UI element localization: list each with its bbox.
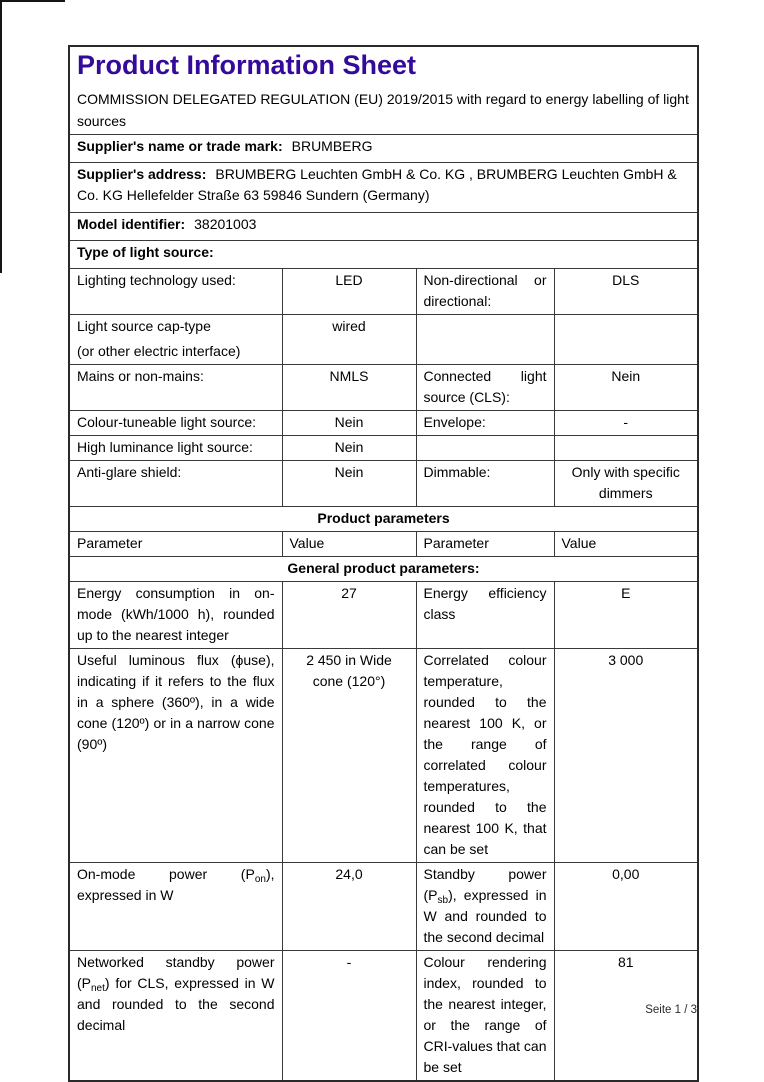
supplier-address-value: BRUMBERG Leuchten GmbH & Co. KG , BRUMBERG Leuchten GmbH & Co. KG Hellefelder Straße 63 59846 Sundern (Germany) bbox=[77, 166, 677, 203]
param-label bbox=[416, 863, 554, 951]
param-label bbox=[416, 436, 554, 461]
param-value: Nein bbox=[282, 436, 416, 461]
column-header: Parameter bbox=[69, 532, 282, 557]
model-identifier-row bbox=[69, 213, 698, 241]
label-text: ), expressed in W and rounded to the second decimal bbox=[423, 887, 547, 945]
param-value: E bbox=[554, 582, 698, 649]
cap-type-row bbox=[69, 315, 698, 365]
label-text: On-mode power (P bbox=[77, 866, 255, 882]
lighting-technology-row bbox=[69, 269, 698, 315]
param-label: Useful luminous flux (ϕuse), indicating if it refers to the flux in a sphere (360º), in a wide cone (120º) or in a narrow cone (90º) bbox=[69, 649, 282, 863]
product-information-sheet-table bbox=[68, 45, 699, 1082]
page-title: Product Information Sheet bbox=[77, 50, 417, 80]
param-label: Energy consumption in on-mode (kWh/1000 h), rounded up to the nearest integer bbox=[69, 582, 282, 649]
column-header: Value bbox=[554, 532, 698, 557]
param-value: 24,0 bbox=[282, 863, 416, 951]
supplier-address-cell bbox=[69, 163, 698, 213]
param-value: - bbox=[554, 411, 698, 436]
header-cell bbox=[69, 46, 698, 135]
param-value: NMLS bbox=[282, 365, 416, 411]
param-label: Anti-glare shield: bbox=[69, 461, 282, 507]
type-of-light-source-row bbox=[69, 241, 698, 269]
param-value: DLS bbox=[554, 269, 698, 315]
screen-edge-artifact-top bbox=[0, 0, 65, 2]
type-of-light-source-label: Type of light source: bbox=[77, 244, 214, 260]
cap-type-line2: (or other electric interface) bbox=[77, 343, 241, 359]
supplier-address-row bbox=[69, 163, 698, 213]
label-subscript: net bbox=[91, 983, 105, 994]
param-value: wired bbox=[282, 315, 416, 365]
param-label: Mains or non-mains: bbox=[69, 365, 282, 411]
product-parameters-section-title: Product parameters bbox=[69, 507, 698, 532]
param-label: Colour-tuneable light source: bbox=[69, 411, 282, 436]
label-subscript: sb bbox=[437, 895, 449, 906]
param-label bbox=[69, 951, 282, 1082]
page-number: Seite 1 / 3 bbox=[645, 1004, 697, 1016]
regulation-subtitle: COMMISSION DELEGATED REGULATION (EU) 2019/2015 with regard to energy labelling of light sources bbox=[77, 91, 689, 129]
mains-row bbox=[69, 365, 698, 411]
param-value: 27 bbox=[282, 582, 416, 649]
param-value: - bbox=[282, 951, 416, 1082]
general-parameters-section-title: General product parameters: bbox=[69, 557, 698, 582]
on-mode-power-row bbox=[69, 863, 698, 951]
supplier-address-label: Supplier's address: bbox=[77, 166, 207, 182]
param-value bbox=[554, 315, 698, 365]
label-text: Networked standby power (P bbox=[77, 954, 275, 991]
param-value: Nein bbox=[554, 365, 698, 411]
supplier-name-value: BRUMBERG bbox=[291, 138, 373, 154]
label-text: ), expressed in W bbox=[77, 866, 275, 903]
screen-edge-artifact-left bbox=[0, 0, 2, 273]
energy-consumption-row bbox=[69, 582, 698, 649]
param-label: Lighting technology used: bbox=[69, 269, 282, 315]
column-header-row bbox=[69, 532, 698, 557]
general-parameters-section-row bbox=[69, 557, 698, 582]
param-value bbox=[554, 436, 698, 461]
cap-type-line1: Light source cap-type bbox=[77, 318, 211, 334]
param-label bbox=[69, 863, 282, 951]
supplier-name-row bbox=[69, 135, 698, 163]
label-text: ) for CLS, expressed in W and rounded to the second decimal bbox=[77, 975, 275, 1033]
param-value: 0,00 bbox=[554, 863, 698, 951]
supplier-name-cell bbox=[69, 135, 698, 163]
colour-tuneable-row bbox=[69, 411, 698, 436]
networked-standby-row bbox=[69, 951, 698, 1082]
param-label: Energy efficiency class bbox=[416, 582, 554, 649]
column-header: Parameter bbox=[416, 532, 554, 557]
param-label: Non-directional or directional: bbox=[416, 269, 554, 315]
param-value: 81 bbox=[554, 951, 698, 1082]
param-label: High luminance light source: bbox=[69, 436, 282, 461]
param-value: LED bbox=[282, 269, 416, 315]
label-subscript: on bbox=[254, 874, 266, 885]
param-value: Nein bbox=[282, 411, 416, 436]
param-value: Only with specific dimmers bbox=[554, 461, 698, 507]
param-value: 3 000 bbox=[554, 649, 698, 863]
type-of-light-source-cell bbox=[69, 241, 698, 269]
high-luminance-row bbox=[69, 436, 698, 461]
param-label: Envelope: bbox=[416, 411, 554, 436]
model-identifier-value: 38201003 bbox=[194, 216, 257, 232]
param-label: Connected light source (CLS): bbox=[416, 365, 554, 411]
param-label bbox=[69, 315, 282, 365]
header-row bbox=[69, 46, 698, 135]
product-parameters-section-row bbox=[69, 507, 698, 532]
model-identifier-cell bbox=[69, 213, 698, 241]
label-text: Standby power (P bbox=[423, 866, 547, 903]
param-value: Nein bbox=[282, 461, 416, 507]
param-label bbox=[416, 315, 554, 365]
param-value: 2 450 in Wide cone (120°) bbox=[282, 649, 416, 863]
param-label: Colour rendering index, rounded to the nearest integer, or the range of CRI-values that can be set bbox=[416, 951, 554, 1082]
supplier-name-label: Supplier's name or trade mark: bbox=[77, 138, 283, 154]
model-identifier-label: Model identifier: bbox=[77, 216, 186, 232]
anti-glare-row bbox=[69, 461, 698, 507]
luminous-flux-row bbox=[69, 649, 698, 863]
param-label: Dimmable: bbox=[416, 461, 554, 507]
param-label: Correlated colour temperature, rounded to the nearest 100 K, or the range of correlated colour temperatures, rounded to the nearest 100 K, that can be set bbox=[416, 649, 554, 863]
column-header: Value bbox=[282, 532, 416, 557]
